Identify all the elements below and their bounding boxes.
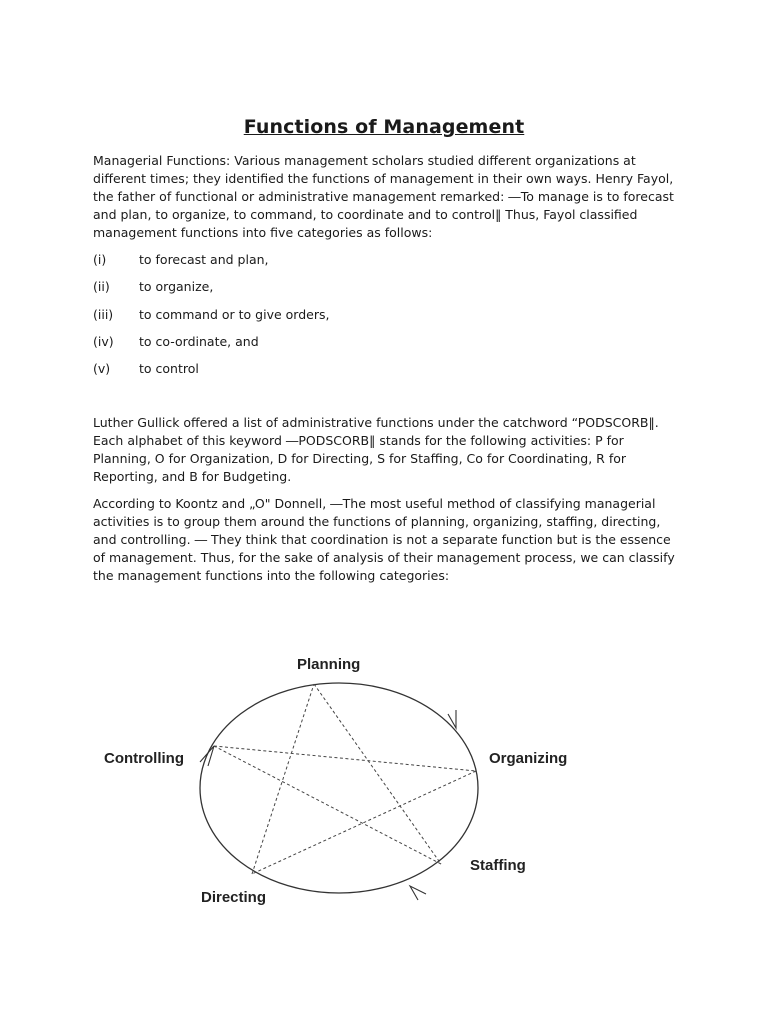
star-line xyxy=(214,746,476,771)
list-item-text: to co-ordinate, and xyxy=(139,333,259,349)
list-item xyxy=(93,360,329,387)
list-item-number: (ii) xyxy=(93,279,110,295)
star-line xyxy=(314,684,441,864)
management-functions-diagram xyxy=(96,648,586,910)
page-title: Functions of Management xyxy=(243,116,525,138)
star-line xyxy=(252,684,314,874)
list-item-text: to command or to give orders, xyxy=(139,306,330,322)
label-organizing: Organizing xyxy=(489,750,568,767)
fayol-functions-list xyxy=(93,251,329,387)
star-lines xyxy=(214,684,476,874)
star-line xyxy=(214,746,441,864)
list-item xyxy=(93,278,329,305)
list-item xyxy=(93,333,329,360)
paragraph-managerial-functions: Managerial Functions: Various management scholars studied different organizations at different times; they identified the functions of management in their own ways. Henry Fayol, the father of functional or administrative management remarked: ―To manage is to forecast and plan, to organize, to command, to coordinate and to control‖ Thus, Fayol classified management functions into five categories as follows: xyxy=(93,153,674,240)
label-staffing: Staffing xyxy=(470,857,526,874)
list-item-number: (iv) xyxy=(93,333,114,349)
list-item-number: (iii) xyxy=(93,306,114,322)
paragraph-koontz-odonnell: According to Koontz and „O" Donnell, ―The most useful method of classifying managerial activities is to group them around the functions of planning, organizing, staffing, directing, and controlling. ― They think that coordination is not a separate function but is the essence of management. Thus, for the sake of analysis of their management process, we can classify the management functions into the following categories: xyxy=(93,496,675,583)
list-item-text: to organize, xyxy=(139,279,214,295)
arrow-down-icon xyxy=(448,710,456,728)
list-item xyxy=(93,306,329,333)
list-item-text: to forecast and plan, xyxy=(139,252,269,267)
list-item-number: (i) xyxy=(93,252,107,267)
label-planning: Planning xyxy=(297,656,361,673)
arrow-left-icon xyxy=(410,886,426,900)
list-item-number: (v) xyxy=(93,361,111,377)
label-directing: Directing xyxy=(201,889,267,906)
label-controlling: Controlling xyxy=(104,750,184,767)
list-item xyxy=(93,251,329,278)
paragraph-podscorb: Luther Gullick offered a list of administrative functions under the catchword “PODSCORB‖. Each alphabet of this keyword ―PODSCORB‖ stands for the following activities: P for Planning, O for Organization, D for Directing, S for Staffing, Co for Coordinating, R for Reporting, and B for Budgeting. xyxy=(93,415,659,484)
cycle-ellipse xyxy=(200,683,478,893)
list-item-text: to control xyxy=(139,361,199,377)
